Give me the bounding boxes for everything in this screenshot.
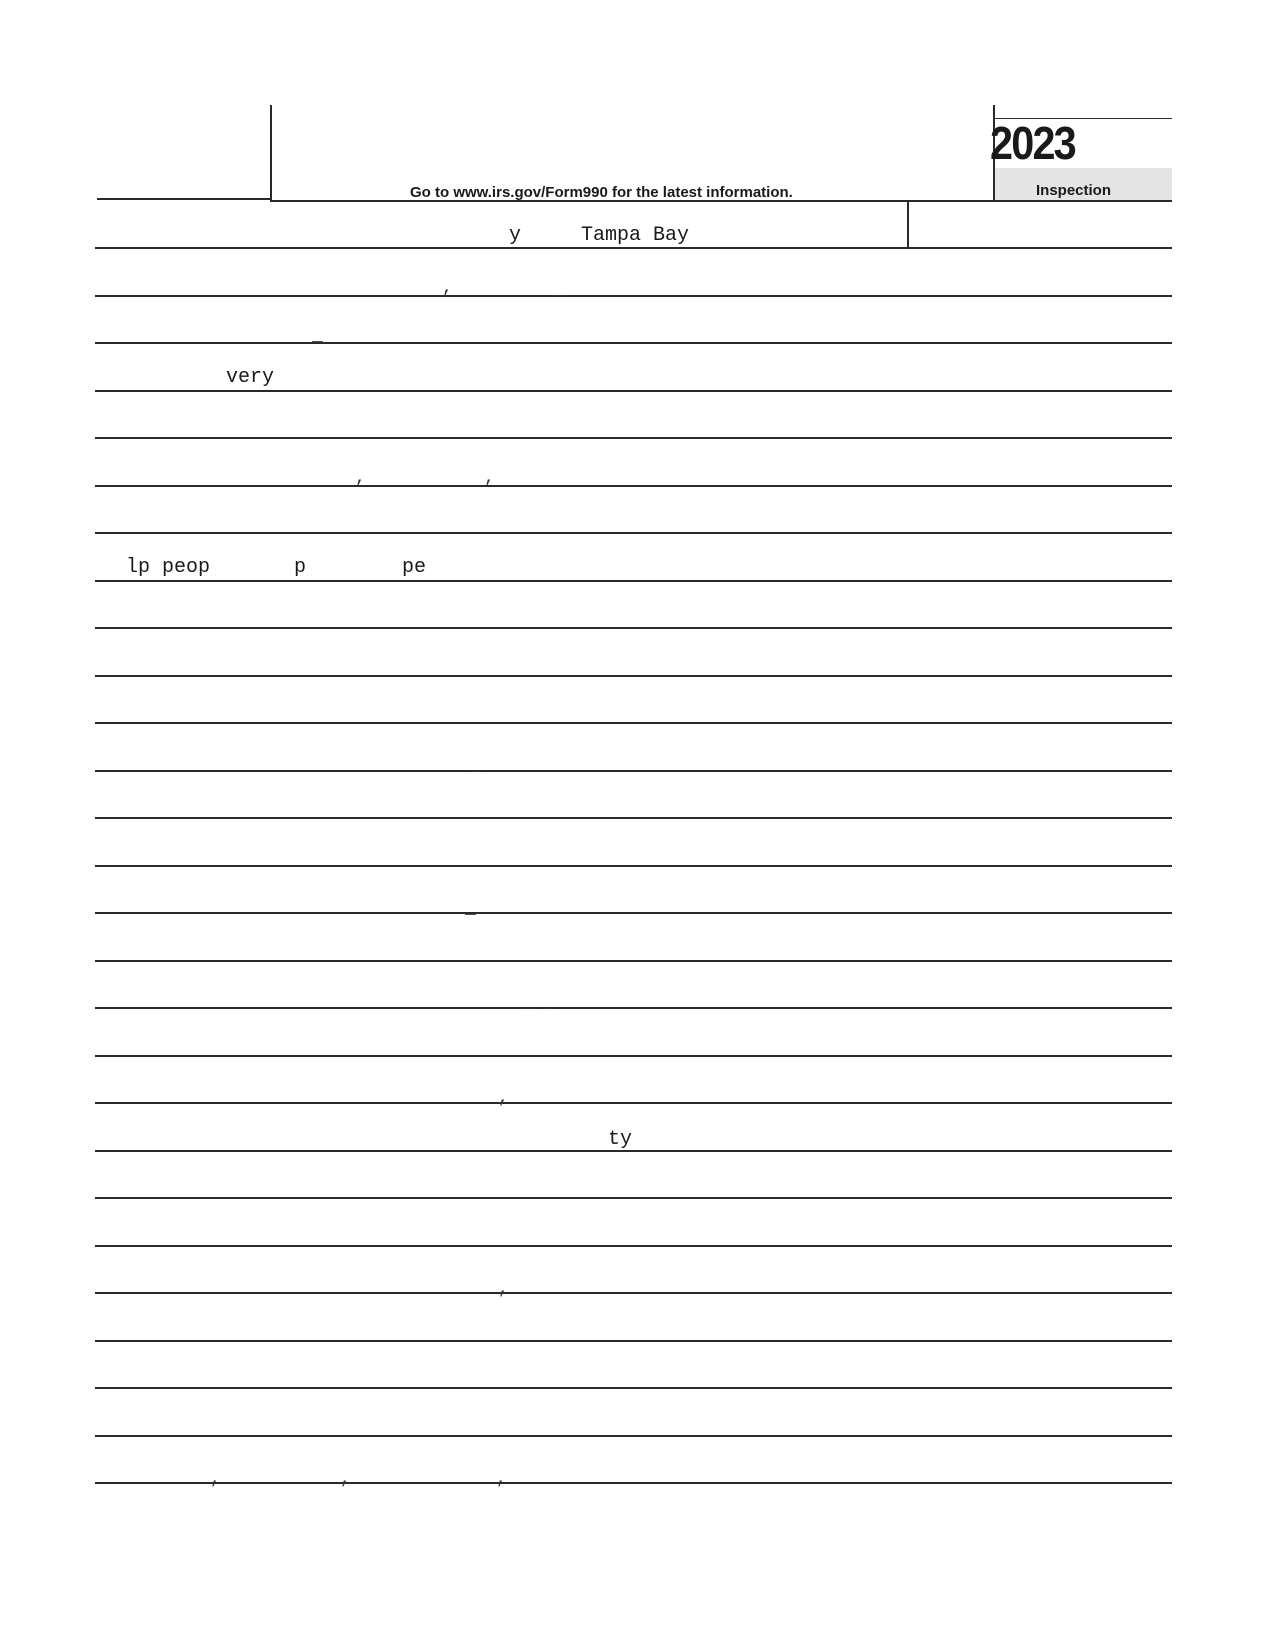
comma-mark: , [340, 1469, 351, 1489]
rule-line [95, 770, 1172, 772]
rule-line [95, 295, 1172, 297]
rule-line [95, 1482, 1172, 1484]
rule-line [95, 1340, 1172, 1342]
comma-mark: , [484, 468, 495, 488]
comma-mark: , [210, 1469, 221, 1489]
comma-mark: , [498, 1279, 509, 1299]
rule-line [95, 532, 1172, 534]
line-7-text: lp peop p pe [126, 556, 427, 579]
line-3-text: very [226, 366, 275, 389]
dash-mark: _ [465, 899, 476, 919]
rule-line [95, 817, 1172, 819]
rule-line [95, 437, 1172, 439]
rule-line [95, 1435, 1172, 1437]
rule-line [95, 722, 1172, 724]
rule-line [95, 1197, 1172, 1199]
org-name-fragment-1: y [509, 224, 522, 247]
goto-instructions: Go to www.irs.gov/Form990 for the latest information. [410, 184, 793, 201]
comma-mark: , [442, 278, 453, 298]
header-left-bottom-rule [97, 198, 272, 200]
rule-line [95, 675, 1172, 677]
line-19-text: ty [608, 1128, 633, 1151]
header-left-divider [270, 105, 272, 200]
rule-line [95, 247, 1172, 249]
dash-mark: _ _ [522, 993, 555, 1013]
tax-year: 2023 [990, 117, 1075, 169]
rule-line [95, 485, 1172, 487]
rule-line [95, 1387, 1172, 1389]
comma-mark: , [498, 1088, 509, 1108]
rule-line [95, 1245, 1172, 1247]
rule-line [95, 865, 1172, 867]
rule-line [95, 960, 1172, 962]
rule-line [95, 342, 1172, 344]
rule-line [95, 627, 1172, 629]
dash-mark: _ [470, 756, 481, 776]
dash-mark: _ [553, 280, 564, 300]
rule-line [95, 580, 1172, 582]
rule-line [95, 1292, 1172, 1294]
comma-mark: , [355, 468, 366, 488]
rule-line [95, 912, 1172, 914]
org-name-fragment-2: Tampa Bay [581, 224, 690, 247]
rule-line [95, 1055, 1172, 1057]
inspection-label: Inspection [1036, 182, 1112, 199]
dash-mark: _ [312, 326, 323, 346]
comma-mark: , [496, 1469, 507, 1489]
rule-line [95, 390, 1172, 392]
rule-line [95, 1150, 1172, 1152]
rule-line [95, 1007, 1172, 1009]
header-bottom-rule [270, 200, 1172, 202]
rule-line [95, 1102, 1172, 1104]
name-row-divider [907, 202, 909, 248]
